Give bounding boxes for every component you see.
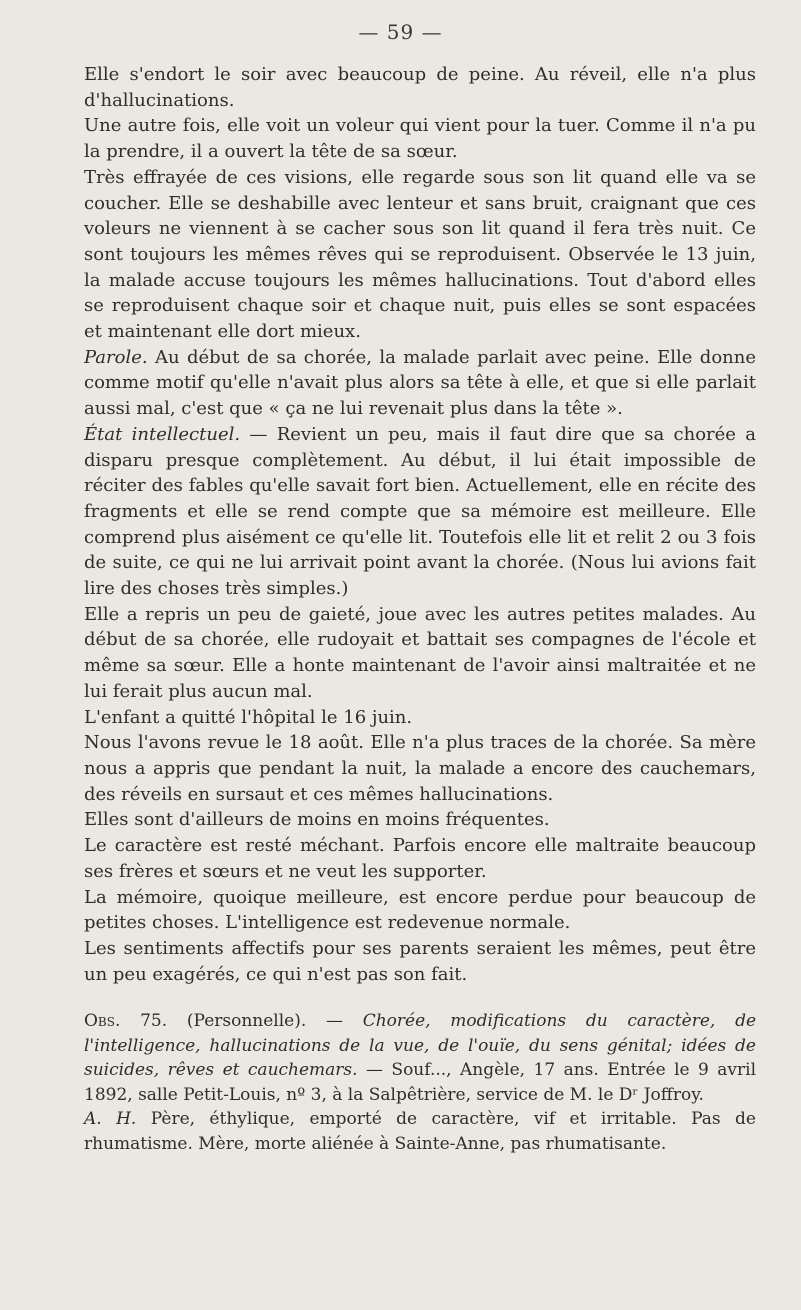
parole-label: Parole. (84, 346, 148, 368)
paragraph: Très effrayée de ces visions, elle regarde sous son lit quand elle va se coucher. Elle se deshabille avec lenteur et sans bruit, craignant que ces voleurs ne viennent à se cacher sous son lit quand il fera très nuit. Ce sont toujours les mêmes rêves qui se reproduisent. Observée le 13 juin, la malade accuse toujours les mêmes hallucinations. Tout d'abord elles se reproduisent chaque soir et chaque nuit, puis elles se sont espacées et maintenant elle dort mieux. (84, 166, 756, 343)
paragraph-etat-intellectuel (84, 422, 756, 602)
paragraph-parole (84, 345, 756, 422)
paragraph-antecedents (84, 1107, 756, 1156)
etat-text: — Revient un peu, mais il faut dire que sa chorée a disparu presque complètement. Au début, il lui était impossible de réciter des fables qu'elle savait fort bien. Actuellement, elle en récite des fragments et elle se rend compte que sa mémoire est meilleure. Elle comprend plus aisément ce qu'elle lit. Toutefois elle lit et relit 2 ou 3 fois de suite, ce qui ne lui arrivait point avant la chorée. (Nous lui avions fait lire des choses très simples.) (84, 423, 756, 600)
paragraph: Nous l'avons revue le 18 août. Elle n'a plus traces de la chorée. Sa mère nous a appris que pendant la nuit, la malade a encore des cauchemars, des réveils en sursaut et ces mêmes hallucinations. (84, 732, 756, 805)
paragraph: Le caractère est resté méchant. Parfois encore elle maltraite beaucoup ses frères et sœurs et ne veut les supporter. (84, 835, 756, 882)
ah-text: Père, éthylique, emporté de caractère, vif et irritable. Pas de rhumatisme. Mère, morte aliénée à Sainte-Anne, pas rhumatisante. (84, 1109, 756, 1154)
obs-source: (Personnelle). — (167, 1011, 363, 1032)
paragraph: L'enfant a quitté l'hôpital le 16 juin. (84, 706, 413, 728)
page-number: — 59 — (358, 20, 443, 44)
paragraph: Elle a repris un peu de gaieté, joue avec les autres petites malades. Au début de sa chorée, elle rudoyait et battait ses compagnes de l'école et même sa sœur. Elle a honte maintenant de l'avoir ainsi maltraitée et ne lui ferait plus aucun mal. (84, 603, 756, 702)
paragraph: La mémoire, quoique meilleure, est encore perdue pour beaucoup de petites choses. L'intelligence est redevenue normale. (84, 886, 756, 934)
body-text (84, 62, 756, 1156)
observation-heading (84, 1009, 756, 1107)
obs-title: Chorée, modifications du caractère, de l'intelligence, hallucinations de la vue, de l'ouïe, du sens génital; idées de suicides, rêves et cauchemars. (84, 1011, 757, 1081)
paragraph: Une autre fois, elle voit un voleur qui vient pour la tuer. Comme il n'a pu la prendre, il a ouvert la tête de sa sœur. (84, 115, 756, 163)
obs-label: Obs. 75. (84, 1011, 168, 1032)
obs-text: — Souf..., Angèle, 17 ans. Entrée le 9 avril 1892, salle Petit-Louis, nº 3, à la Salpêtrière, service de M. le Dʳ Joffroy. (84, 1060, 757, 1105)
paragraph: Les sentiments affectifs pour ses parents seraient les mêmes, peut être un peu exagérés, ce qui n'est pas son fait. (84, 937, 756, 985)
ah-label: A. H. (84, 1109, 137, 1130)
etat-label: État intellectuel. (84, 423, 241, 445)
parole-text: Au début de sa chorée, la malade parlait avec peine. Elle donne comme motif qu'elle n'avait plus alors sa tête à elle, et que si elle parlait aussi mal, c'est que « ça ne lui revenait plus dans la tête ». (84, 346, 756, 420)
paragraph: Elles sont d'ailleurs de moins en moins fréquentes. (84, 809, 550, 831)
paragraph: Elle s'endort le soir avec beaucoup de peine. Au réveil, elle n'a plus d'hallucinations. (84, 64, 756, 111)
